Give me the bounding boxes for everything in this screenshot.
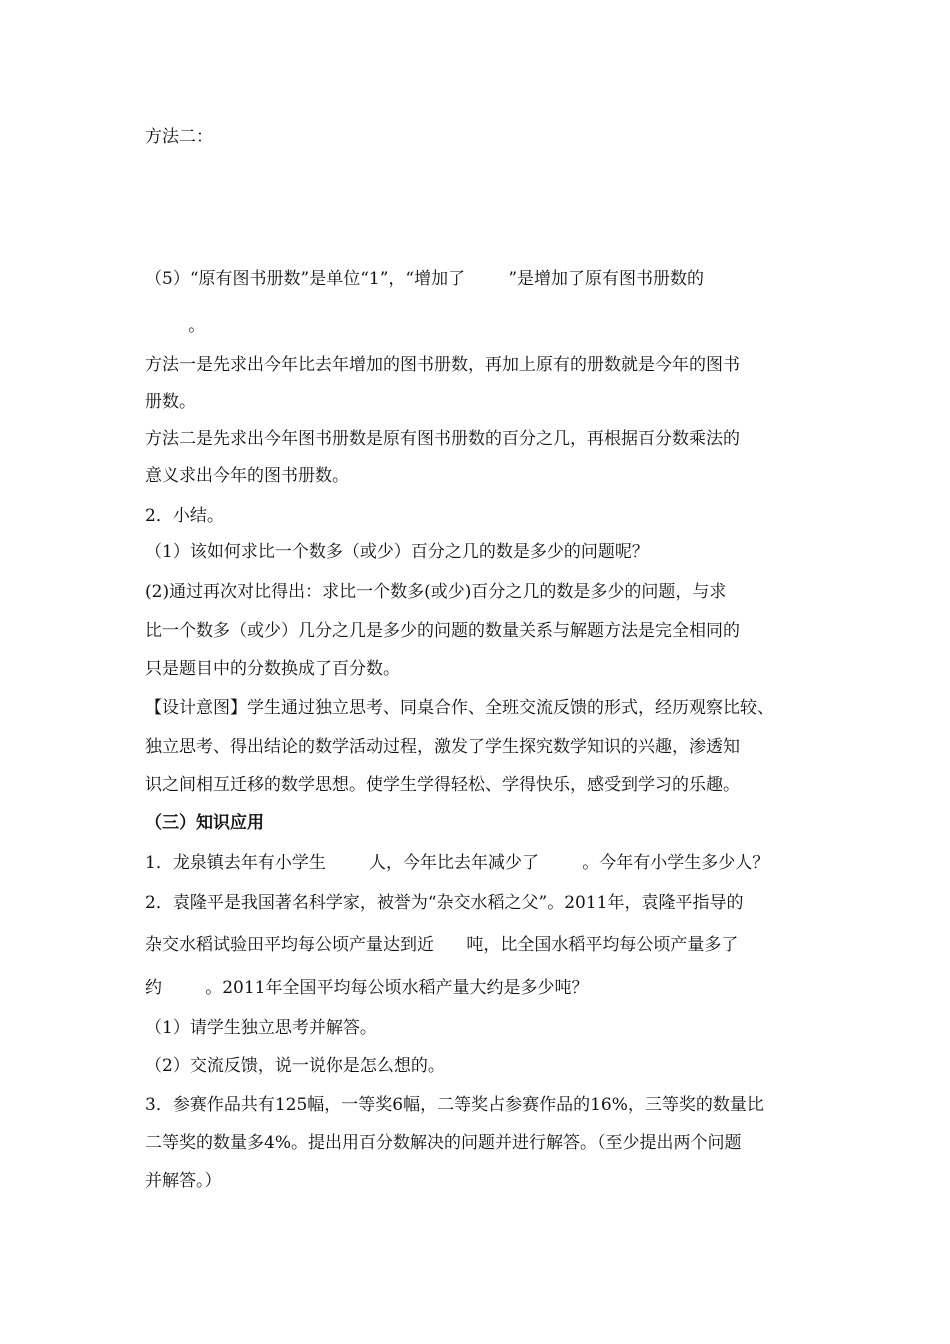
text-line-method-two-desc-cont: 意义求出今年的图书册数。 — [145, 466, 349, 486]
text-line-method-one-desc-cont: 册数。 — [145, 392, 196, 412]
text-line-method-two-heading: 方法二： — [145, 127, 213, 147]
text-line-design-intent-cont-a: 独立思考、得出结论的数学活动过程，激发了学生探究数学知识的兴趣，渗透知 — [145, 737, 740, 757]
text-line-item-5: （5）“原有图书册数”是单位“1”，“增加了 ”是增加了原有图书册数的 — [145, 269, 705, 289]
text-line-summary-1: （1）该如何求比一个数多（或少）百分之几的数是多少的问题呢？ — [145, 542, 649, 562]
text-line-problem-2-cont-a: 杂交水稻试验田平均每公顷产量达到近 吨，比全国水稻平均每公顷产量多了 — [145, 935, 739, 955]
section-heading-knowledge-application: （三）知识应用 — [145, 813, 264, 833]
text-line-problem-3-cont-a: 二等奖的数量多4%。提出用百分数解决的问题并进行解答。（至少提出两个问题 — [145, 1133, 742, 1153]
text-line-problem-1: 1．龙泉镇去年有小学生 人，今年比去年减少了 。今年有小学生多少人？ — [145, 853, 770, 873]
text-line-summary-2-cont-a: 比一个数多（或少）几分之几是多少的问题的数量关系与解题方法是完全相同的 — [145, 621, 740, 641]
text-line-problem-2-step-1: （1）请学生独立思考并解答。 — [145, 1018, 377, 1038]
text-line-problem-2-step-2: （2）交流反馈，说一说你是怎么想的。 — [145, 1056, 445, 1076]
text-line-problem-3: 3．参赛作品共有125幅，一等奖6幅，二等奖占参赛作品的16%，三等奖的数量比 — [145, 1095, 764, 1115]
text-line-summary-2-cont-b: 只是题目中的分数换成了百分数。 — [145, 659, 400, 679]
text-line-problem-2: 2．袁隆平是我国著名科学家，被誉为“杂交水稻之父”。2011年，袁隆平指导的 — [145, 893, 744, 913]
text-line-item-5-cont: 。 — [145, 316, 206, 336]
text-line-method-one-desc: 方法一是先求出今年比去年增加的图书册数，再加上原有的册数就是今年的图书 — [145, 355, 740, 375]
text-line-summary-2: (2)通过再次对比得出：求比一个数多(或少)百分之几的数是多少的问题，与求 — [145, 582, 727, 602]
text-line-design-intent-cont-b: 识之间相互迁移的数学思想。使学生学得轻松、学得快乐，感受到学习的乐趣。 — [145, 775, 740, 795]
text-line-problem-2-cont-b: 约 。2011年全国平均每公顷水稻产量大约是多少吨？ — [145, 978, 589, 998]
text-line-design-intent: 【设计意图】学生通过独立思考、同桌合作、全班交流反馈的形式，经历观察比较、 — [145, 698, 774, 718]
text-line-problem-3-cont-b: 并解答。） — [145, 1171, 222, 1191]
text-line-method-two-desc: 方法二是先求出今年图书册数是原有图书册数的百分之几，再根据百分数乘法的 — [145, 429, 740, 449]
text-line-summary-heading: 2．小结。 — [145, 506, 224, 526]
